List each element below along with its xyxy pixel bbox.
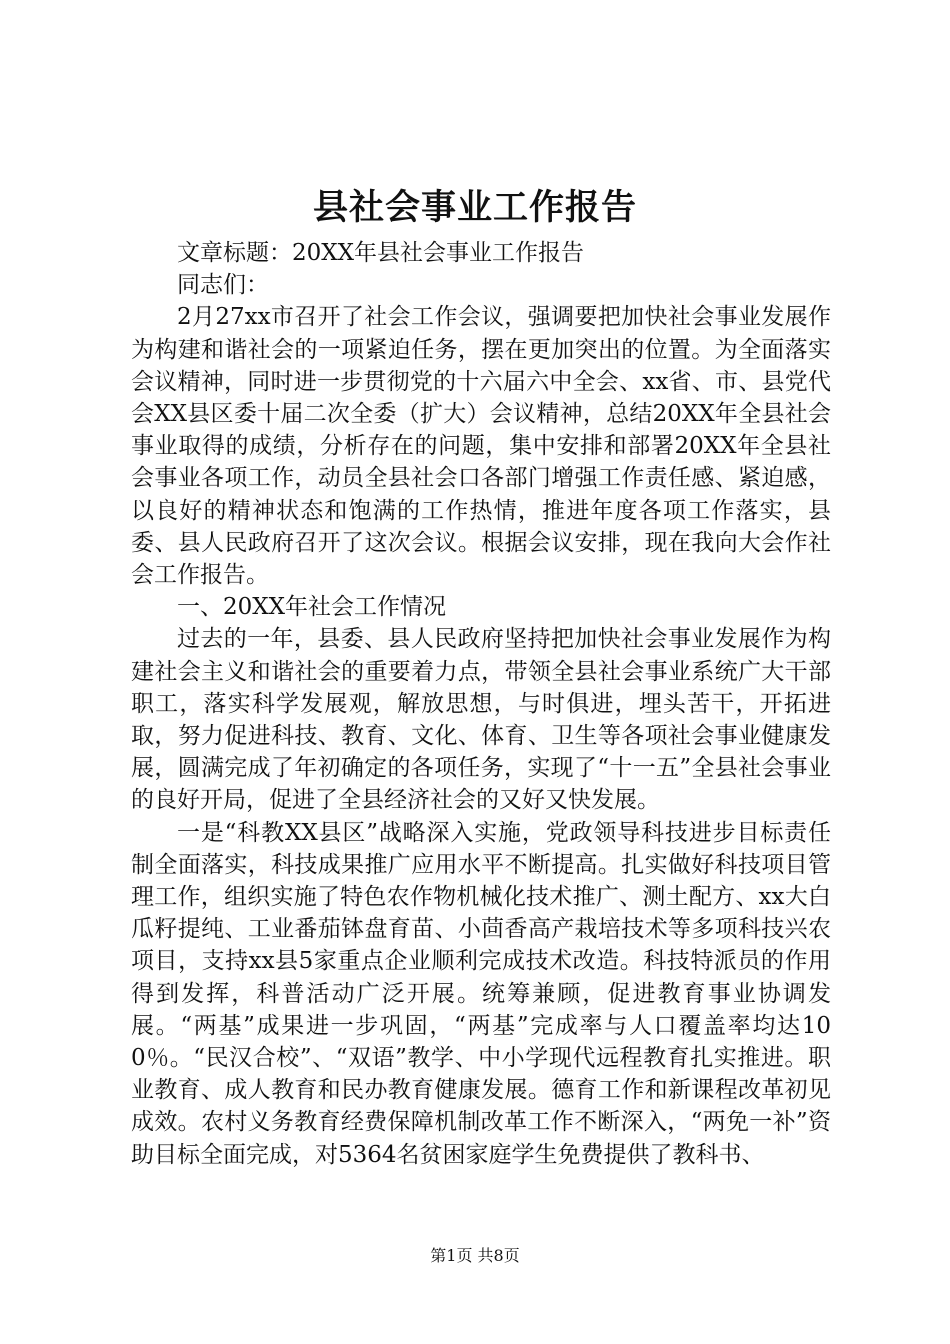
paragraph-introduction: 2月27xx市召开了社会工作会议，强调要把加快社会事业发展作为构建和谐社会的一项紧迫任务，摆在更加突出的位置。为全面落实会议精神，同时进一步贯彻党的十六届六中全会、xx省、市、县党代会XX县区委十届二次全委（扩大）会议精神，总结20XX年全县社会事业取得的成绩，分析存在的问题，集中安排和部署20XX年全县社会事业各项工作，动员全县社会口各部门增强工作责任感、紧迫感，以良好的精神状态和饱满的工作热情，推进年度各项工作落实，县委、县人民政府召开了这次会议。根据会议安排，现在我向大会作社会工作报告。 [131,304,831,589]
document-body [131,237,831,1171]
document-title: 县社会事业工作报告 [312,187,637,228]
paragraph-salutation: 同志们： [177,272,269,299]
paragraph-science-education: 一是“科教XX县区”战略深入实施，党政领导科技进步目标责任制全面落实，科技成果推广应用水平不断提高。扎实做好科技项目管理工作，组织实施了特色农作物机械化技术推广、测土配方、xx大白瓜籽提纯、工业番茄钵盘育苗、小茴香高产栽培技术等多项科技兴农项目，支持xx县5家重点企业顺利完成技术改造。科技特派员的作用得到发挥，科普活动广泛开展。统筹兼顾，促进教育事业协调发展。“两基”成果进一步巩固，“两基”完成率与人口覆盖率均达100％。“民汉合校”、“双语”教学、中小学现代远程教育扎实推进。职业教育、成人教育和民办教育健康发展。德育工作和新课程改革初见成效。农村义务教育经费保障机制改革工作不断深入，“两免一补”资助目标全面完成，对5364名贫困家庭学生免费提供了教科书、 [131,819,831,1168]
paragraph-review: 过去的一年，县委、县人民政府坚持把加快社会事业发展作为构建社会主义和谐社会的重要着力点，带领全县社会事业系统广大干部职工，落实科学发展观，解放思想，与时俱进，埋头苦干，开拓进取，努力促进科技、教育、文化、体育、卫生等各项社会事业健康发展，圆满完成了年初确定的各项任务，实现了“十一五”全县社会事业的良好开局，促进了全县经济社会的又好又快发展。 [131,626,831,814]
page-number: 第1页 共8页 [430,1246,520,1265]
paragraph-article-title: 文章标题：20XX年县社会事业工作报告 [177,240,585,266]
section-heading-1: 一、20XX年社会工作情况 [177,594,447,621]
